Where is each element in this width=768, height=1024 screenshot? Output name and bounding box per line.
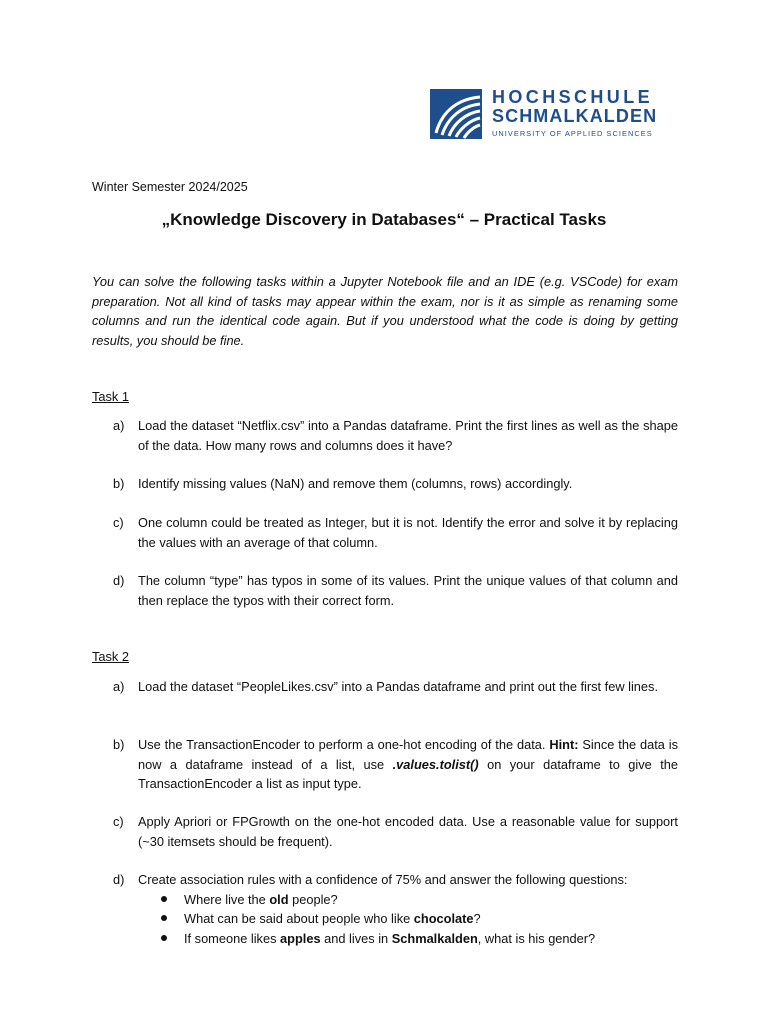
task2-heading: Task 2	[92, 649, 129, 664]
item-text	[138, 735, 678, 794]
logo-text-line2: SCHMALKALDEN	[492, 106, 658, 126]
task2-item-b	[92, 735, 678, 794]
logo-text-line3: UNIVERSITY OF APPLIED SCIENCES	[492, 129, 653, 138]
item-text: Load the dataset “PeopleLikes.csv” into a Pandas dataframe and print out the first few lines.	[138, 679, 658, 694]
logo-mark-icon	[430, 89, 482, 139]
intro-paragraph: You can solve the following tasks within a Jupyter Notebook file and an IDE (e.g. VSCode) for exam preparation. Not all kind of tasks may appear within the exam, nor is it as simple as renaming some columns and run the identical code again. But if you understood what the code is doing by getting results, you should be fine.	[92, 274, 678, 348]
question-item: What can be said about people who like chocolate?	[138, 909, 678, 929]
item-text: The column “type” has typos in some of its values. Print the unique values of that column and then replace the typos with their correct form.	[138, 573, 678, 608]
item-label: d)	[113, 872, 125, 887]
item-text: Apply Apriori or FPGrowth on the one-hot encoded data. Use a reasonable value for support (~30 itemsets should be frequent).	[138, 814, 678, 849]
question-list	[138, 890, 678, 949]
text-part: Use the TransactionEncoder to perform a one-hot encoding of the data.	[138, 737, 550, 752]
item-text: Load the dataset “Netflix.csv” into a Pandas dataframe. Print the first lines as well as the shape of the data. How many rows and columns does it have?	[138, 418, 678, 453]
item-label: a)	[113, 679, 125, 694]
task2-item-d	[92, 870, 678, 948]
item-text: Create association rules with a confidence of 75% and answer the following questions:	[138, 872, 628, 887]
semester-label: Winter Semester 2024/2025	[92, 180, 248, 194]
question-item: Where live the old people?	[138, 890, 678, 910]
page-title: „Knowledge Discovery in Databases“ – Practical Tasks	[161, 210, 607, 229]
task1-heading: Task 1	[92, 389, 129, 404]
university-logo	[430, 88, 680, 142]
item-label: a)	[113, 418, 125, 433]
task2-item-c	[92, 812, 678, 851]
task1-item-d	[92, 571, 678, 610]
task1-item-c	[92, 513, 678, 552]
logo-text-line1: HOCHSCHULE	[492, 87, 654, 107]
item-label: d)	[113, 573, 125, 588]
text-part: on your dataframe to give the TransactionEncoder a list as input type.	[138, 756, 678, 791]
item-label: c)	[113, 814, 124, 829]
question-item: If someone likes apples and lives in Schmalkalden, what is his gender?	[138, 929, 678, 949]
text-part: Since the data is now a dataframe instead of a list, use	[138, 737, 679, 772]
hint-label: Hint:	[549, 737, 579, 752]
task2-item-a	[92, 677, 678, 697]
task1-item-b	[92, 474, 678, 494]
item-label: c)	[113, 515, 124, 530]
code-snippet: .values.tolist()	[392, 756, 479, 772]
item-label: b)	[113, 737, 125, 752]
item-text: Identify missing values (NaN) and remove them (columns, rows) accordingly.	[138, 476, 573, 491]
task1-item-a	[92, 416, 678, 455]
item-label: b)	[113, 476, 125, 491]
item-text: One column could be treated as Integer, but it is not. Identify the error and solve it by replacing the values with an average of that column.	[138, 515, 678, 550]
